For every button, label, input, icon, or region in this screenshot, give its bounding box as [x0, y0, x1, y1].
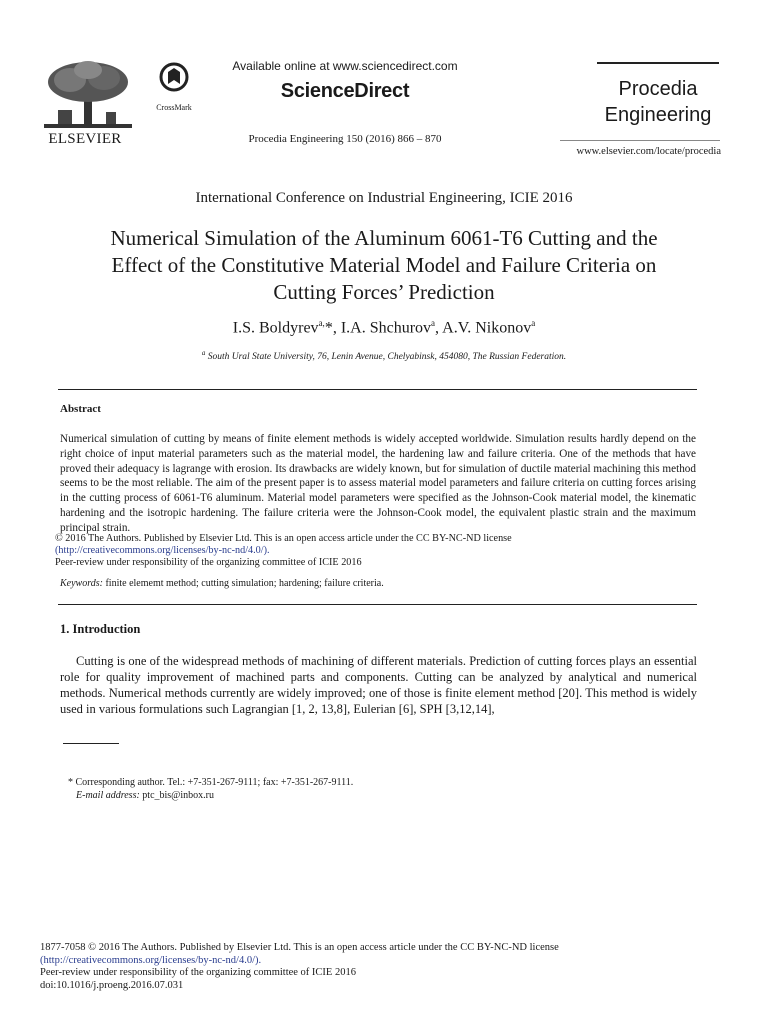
available-online-text: Available online at www.sciencedirect.com	[232, 59, 458, 73]
keywords-label: Keywords:	[60, 578, 103, 589]
title-line: Numerical Simulation of the Aluminum 6061-T6 Cutting and the	[110, 226, 658, 250]
abstract-bottom-rule	[58, 604, 697, 605]
conference-name: International Conference on Industrial Engineering, ICIE 2016	[195, 190, 573, 206]
journal-citation: Procedia Engineering 150 (2016) 866 – 870	[248, 133, 442, 145]
keywords-text: finite elememt method; cutting simulation; hardening; failure criteria.	[105, 578, 384, 589]
footer-doi[interactable]: doi:10.1016/j.proeng.2016.07.031	[40, 979, 184, 991]
sciencedirect-logo: ScienceDirect	[280, 80, 410, 102]
affiliation-text: South Ural State University, 76, Lenin Avenue, Chelyabinsk, 454080, The Russian Federation.	[207, 352, 567, 363]
author-name: I.S. Boldyrev	[232, 319, 319, 337]
crossmark-label: CrossMark	[156, 103, 192, 112]
keywords	[60, 578, 700, 589]
author-name: A.V. Nikonov	[442, 319, 532, 337]
header-divider	[560, 140, 720, 141]
corresponding-author-note: * Corresponding author. Tel.: +7-351-267-9111; fax: +7-351-267-9111.	[68, 777, 354, 788]
author-affiliation-mark: a	[531, 318, 536, 328]
peer-review-text: Peer-review under responsibility of the organizing committee of ICIE 2016	[55, 557, 362, 568]
abstract-top-rule	[58, 389, 697, 390]
footnote	[68, 776, 668, 802]
paper-title	[40, 225, 728, 306]
author-affiliation-mark: a	[431, 318, 436, 328]
footer-peer-review: Peer-review under responsibility of the organizing committee of ICIE 2016	[40, 967, 356, 978]
affiliation-mark: a	[201, 349, 206, 357]
crossmark-badge[interactable]	[150, 62, 198, 112]
introduction-paragraph: Cutting is one of the widespread methods of machining of different materials. Prediction of cutting forces plays an essential role for quality improvement of machined parts and components. Cutting can be analyzed by analytical and numerical methods. Numerical methods currently are widely improved; one of those is finite element method [20]. This method is widely used in various formulations such Lagrangian [1, 2, 13,8], Eulerian [6], SPH [3,12,14],	[60, 654, 697, 716]
license-text: © 2016 The Authors. Published by Elsevier Ltd. This is an open access article under the CC BY-NC-ND license	[55, 533, 512, 544]
publisher-name: ELSEVIER	[48, 131, 122, 147]
title-line: Effect of the Constitutive Material Model and Failure Criteria on	[111, 253, 657, 277]
footer-license-link[interactable]: (http://creativecommons.org/licenses/by-nc-nd/4.0/).	[40, 954, 262, 966]
affiliation	[40, 349, 728, 362]
abstract-heading: Abstract	[60, 403, 101, 415]
footnote-divider	[63, 743, 119, 744]
email-label: E-mail address:	[76, 790, 140, 801]
crossmark-icon	[159, 62, 189, 96]
author-affiliation-mark: a,	[318, 318, 325, 328]
journal-url-link[interactable]: www.elsevier.com/locate/procedia	[576, 146, 721, 157]
journal-title	[597, 62, 719, 128]
license-block	[55, 533, 695, 569]
journal-title-line2: Engineering	[604, 104, 712, 126]
author-list: I.S. Boldyrev$^{a,}$*, I.A. Shchurov$^a$, A.V. Nikonov$^a$	[232, 318, 536, 337]
footer-issn-license: 1877-7058 © 2016 The Authors. Published by Elsevier Ltd. This is an open access article under the CC BY-NC-ND license	[40, 942, 559, 953]
abstract-text: Numerical simulation of cutting by means of finite element methods is widely accepted worldwide. Simulation results hardly depend on the right choice of input material parameters such as the material model, the hardening law and failure criteria. One of the methods that have proved their adequacy is lagrange with erosion. Its drawbacks are widely known, but for simulation of ductile material machining this method seems to be the most reliable. The aim of the present paper is to assess material model parameters and failure criteria on cutting forces arising in the cutting process of 6061-T6 aluminum. Material model parameters were specified as the Johnson-Cook material model, the kinematic hardening and the isotropic hardening. The failure criteria were the Johnson-Cook model, the equivalent plastic strain and the maximum principal strain.	[60, 433, 696, 534]
email-address[interactable]: ptc_bis@inbox.ru	[142, 790, 215, 801]
author-name: I.A. Shchurov	[340, 319, 432, 337]
tree-icon	[40, 60, 136, 130]
license-link[interactable]: (http://creativecommons.org/licenses/by-nc-nd/4.0/).	[55, 545, 270, 556]
journal-title-line1: Procedia	[618, 78, 698, 100]
section-heading: 1. Introduction	[60, 622, 141, 636]
corresponding-mark: *	[324, 319, 333, 337]
page-footer	[40, 942, 740, 992]
title-line: Cutting Forces’ Prediction	[273, 280, 495, 304]
